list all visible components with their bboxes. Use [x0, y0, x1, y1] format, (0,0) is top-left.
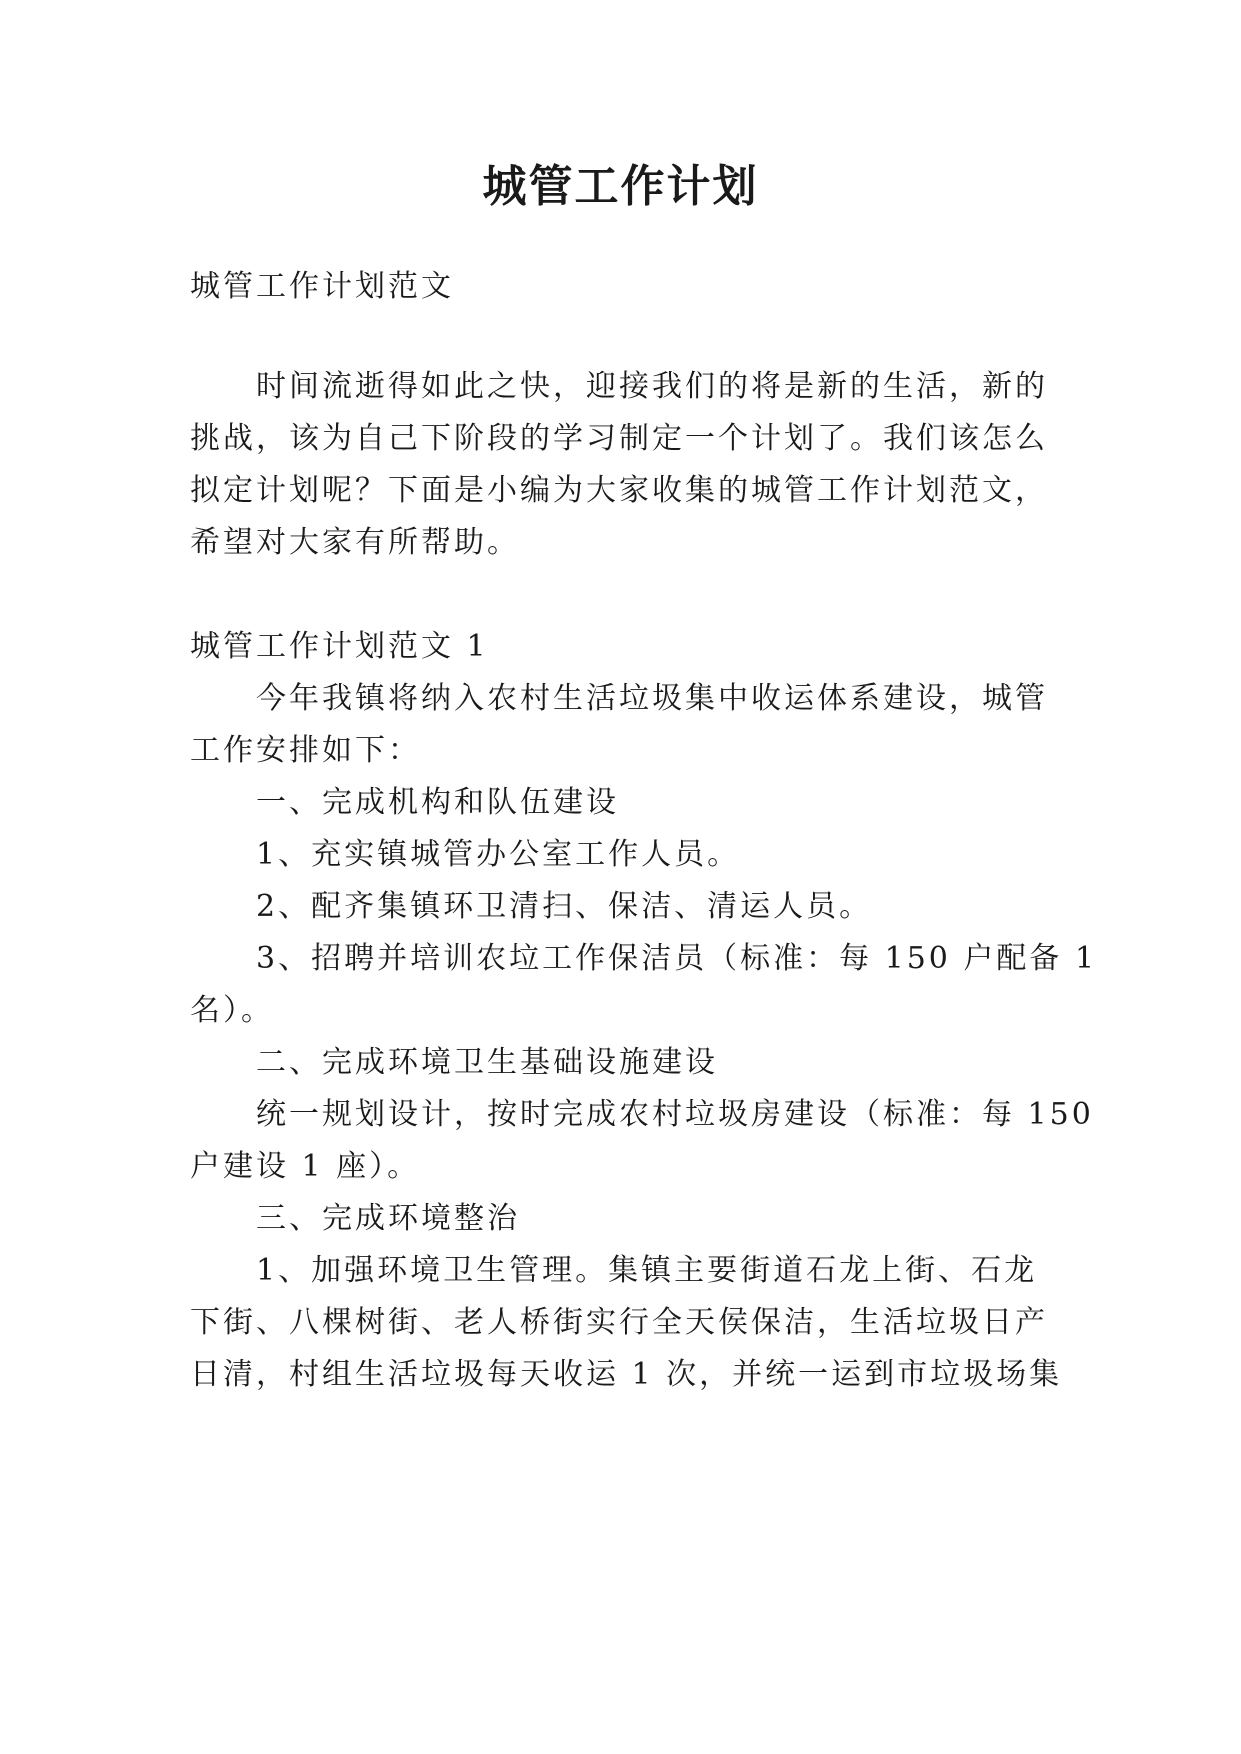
list-heading: 一、完成机构和队伍建设	[190, 785, 619, 820]
paragraph-line: 今年我镇将纳入农村生活垃圾集中收运体系建设，城管	[190, 681, 1048, 716]
paragraph-line: 统一规划设计，按时完成农村垃圾房建设（标准：每 150	[190, 1097, 1094, 1132]
list-item: 1、充实镇城管办公室工作人员。	[190, 837, 741, 872]
list-item: 名）。	[190, 993, 274, 1028]
section-heading: 城管工作计划范文	[190, 269, 454, 304]
paragraph-line: 1、加强环境卫生管理。集镇主要街道石龙上街、石龙	[190, 1253, 1038, 1288]
paragraph-line: 下街、八棵树街、老人桥街实行全天侯保洁，生活垃圾日产	[190, 1305, 1048, 1340]
paragraph-line: 希望对大家有所帮助。	[190, 525, 520, 560]
list-heading: 二、完成环境卫生基础设施建设	[190, 1045, 718, 1080]
list-item: 2、配齐集镇环卫清扫、保洁、清运人员。	[190, 889, 873, 924]
paragraph-line: 时间流逝得如此之快，迎接我们的将是新的生活，新的	[190, 369, 1048, 404]
document-title: 城管工作计划	[482, 161, 759, 212]
paragraph-line: 户建设 1 座）。	[190, 1149, 421, 1184]
list-item: 3、招聘并培训农垃工作保洁员（标准：每 150 户配备 1	[190, 941, 1098, 976]
paragraph-line: 拟定计划呢？下面是小编为大家收集的城管工作计划范文，	[190, 473, 1048, 508]
list-heading: 三、完成环境整治	[190, 1201, 520, 1236]
paragraph-line: 日清，村组生活垃圾每天收运 1 次，并统一运到市垃圾场集	[190, 1357, 1063, 1392]
paragraph-line: 挑战，该为自己下阶段的学习制定一个计划了。我们该怎么	[190, 421, 1048, 456]
paragraph-line: 工作安排如下：	[190, 733, 421, 768]
section-heading: 城管工作计划范文 1	[190, 629, 489, 664]
